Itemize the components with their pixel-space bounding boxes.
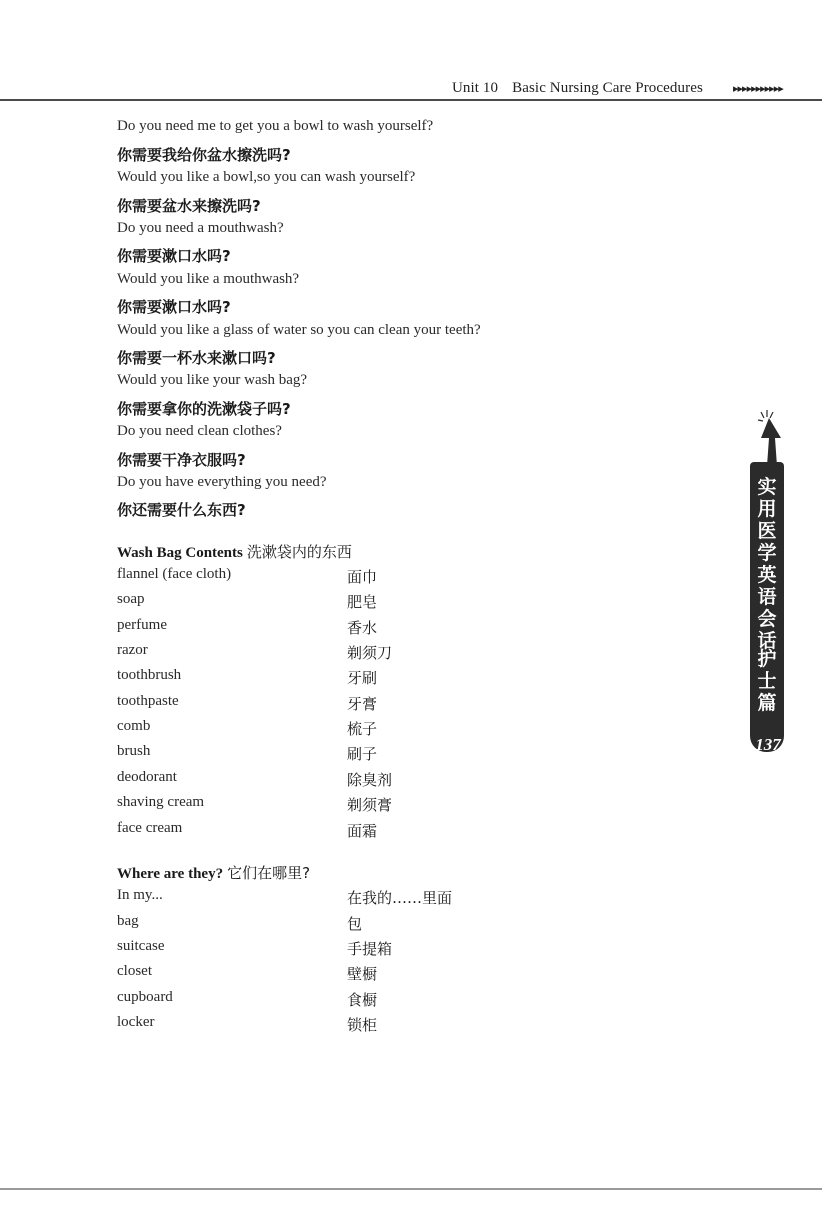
vocab-en: soap — [117, 591, 145, 607]
dialogue-zh-2: 你需要盆水来擦洗吗? — [117, 197, 261, 215]
where-heading — [117, 862, 310, 883]
vocab-row — [117, 913, 437, 935]
vocab-row — [117, 718, 437, 740]
dialogue-zh-7: 你需要干净衣服吗? — [117, 451, 246, 469]
dialogue-zh-6: 你需要拿你的洗漱袋子吗? — [117, 400, 291, 418]
vocab-en: face cream — [117, 820, 183, 836]
vocab-en: shaving cream — [117, 794, 205, 810]
dialogue-zh-8: 你还需要什么东西? — [117, 501, 246, 519]
dialogue-en-1: Do you need me to get you a bowl to wash yourself? — [117, 118, 434, 134]
vocab-zh: 面巾 — [347, 568, 378, 586]
vocab-zh: 壁橱 — [347, 965, 378, 983]
header-arrows-icon: ▸▸▸▸▸▸▸▸▸▸▸ — [733, 83, 783, 95]
vocab-zh: 梳子 — [347, 720, 378, 738]
vocab-zh: 香水 — [347, 619, 378, 637]
wash-bag-heading-en: Wash Bag Contents — [117, 545, 243, 561]
vocab-zh: 食橱 — [347, 991, 378, 1009]
vocab-zh: 肥皂 — [347, 593, 378, 611]
vocab-row — [117, 769, 437, 791]
vocab-row — [117, 642, 437, 664]
vocab-zh: 剃须膏 — [347, 796, 393, 814]
vocab-en: flannel (face cloth) — [117, 566, 232, 582]
vocab-row — [117, 591, 437, 613]
vocab-zh: 包 — [347, 915, 363, 933]
wash-bag-heading-zh: 洗漱袋内的东西 — [246, 543, 352, 561]
torch-ornament-icon — [755, 408, 791, 468]
dialogue-en-3: Do you need a mouthwash? — [117, 220, 284, 236]
vocab-zh: 面霜 — [347, 822, 378, 840]
header-title: Basic Nursing Care Procedures — [512, 80, 703, 96]
vocab-row — [117, 693, 437, 715]
dialogue-en-6: Would you like your wash bag? — [117, 372, 308, 388]
vocab-row — [117, 1014, 437, 1036]
dialogue-zh-3: 你需要漱口水吗? — [117, 247, 231, 265]
dialogue-zh-4: 你需要漱口水吗? — [117, 298, 231, 316]
page-number: 137 — [755, 735, 781, 754]
dialogue-en-8: Do you have everything you need? — [117, 474, 327, 490]
vocab-row — [117, 820, 437, 842]
vocab-en: comb — [117, 718, 151, 734]
vocab-zh: 锁柜 — [347, 1016, 378, 1034]
vocab-zh: 手提箱 — [347, 940, 393, 958]
vocab-row — [117, 667, 437, 689]
header-rule — [0, 99, 822, 101]
vocab-en: bag — [117, 913, 139, 929]
vocab-en: razor — [117, 642, 148, 658]
vocab-zh: 除臭剂 — [347, 771, 393, 789]
vocab-zh: 牙膏 — [347, 695, 378, 713]
side-tab-subtitle: 护士篇 — [757, 648, 777, 714]
dialogue-en-2: Would you like a bowl,so you can wash yourself? — [117, 169, 416, 185]
vocab-zh: 剃须刀 — [347, 644, 393, 662]
vocab-en: In my... — [117, 887, 163, 903]
vocab-row — [117, 743, 437, 765]
vocab-row — [117, 989, 437, 1011]
dialogue-en-7: Do you need clean clothes? — [117, 423, 282, 439]
dialogue-en-4: Would you like a mouthwash? — [117, 271, 300, 287]
vocab-en: suitcase — [117, 938, 165, 954]
wash-bag-heading — [117, 541, 352, 562]
vocab-en: toothbrush — [117, 667, 182, 683]
vocab-en: perfume — [117, 617, 167, 633]
vocab-row — [117, 963, 437, 985]
side-tab-title: 实用医学英语会话 — [757, 476, 777, 652]
vocab-zh: 牙刷 — [347, 669, 378, 687]
vocab-en: deodorant — [117, 769, 177, 785]
header-unit: Unit 10 — [452, 80, 499, 96]
vocab-en: locker — [117, 1014, 155, 1030]
vocab-en: closet — [117, 963, 152, 979]
dialogue-zh-5: 你需要一杯水来漱口吗? — [117, 349, 276, 367]
vocab-zh: 刷子 — [347, 745, 378, 763]
where-heading-zh: 它们在哪里? — [227, 864, 311, 882]
vocab-row — [117, 617, 437, 639]
footer-rule — [0, 1188, 822, 1190]
vocab-en: toothpaste — [117, 693, 179, 709]
vocab-en: cupboard — [117, 989, 173, 1005]
vocab-row — [117, 566, 437, 588]
vocab-row — [117, 794, 437, 816]
dialogue-zh-1: 你需要我给你盆水擦洗吗? — [117, 146, 291, 164]
dialogue-en-5: Would you like a glass of water so you can clean your teeth? — [117, 322, 481, 338]
vocab-en: brush — [117, 743, 151, 759]
running-header — [452, 80, 703, 97]
vocab-row — [117, 938, 437, 960]
where-heading-en: Where are they? — [117, 866, 224, 882]
vocab-row — [117, 887, 453, 909]
vocab-zh: 在我的……里面 — [347, 889, 453, 907]
